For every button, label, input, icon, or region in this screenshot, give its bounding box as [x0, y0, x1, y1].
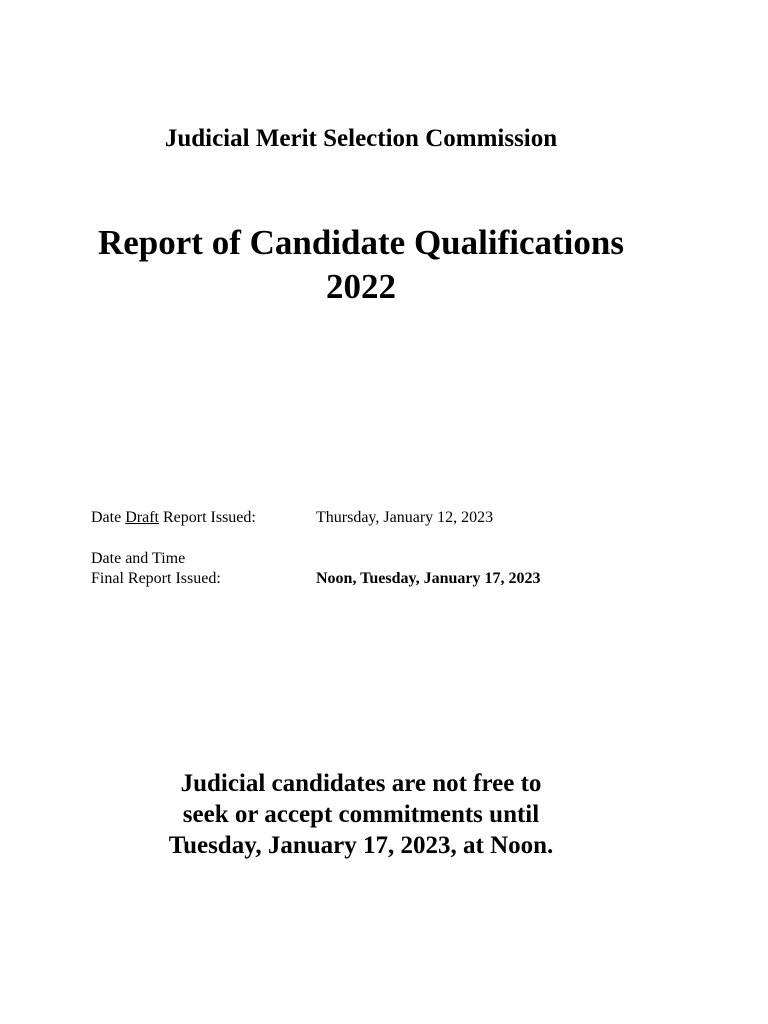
- draft-label-prefix: Date: [91, 509, 126, 526]
- notice-line: Judicial candidates are not free to: [180, 770, 542, 797]
- draft-date-value: Thursday, January 12, 2023: [316, 509, 494, 526]
- commission-heading: Judicial Merit Selection Commission: [164, 125, 558, 152]
- draft-label-suffix: Report Issued:: [158, 509, 256, 526]
- draft-label-underlined: Draft: [125, 509, 159, 526]
- commitment-notice: [0, 768, 722, 861]
- report-title: [0, 221, 722, 309]
- final-date-label-line2: Final Report Issued:: [91, 570, 221, 587]
- final-date-value: Noon, Tuesday, January 17, 2023: [316, 570, 541, 587]
- report-title-line: Report of Candidate Qualifications: [98, 223, 624, 262]
- report-year: 2022: [326, 267, 396, 306]
- draft-date-label: [91, 508, 256, 528]
- final-date-label-line1: Date and Time: [91, 550, 186, 567]
- notice-line: seek or accept commitments until: [182, 801, 540, 828]
- notice-line: Tuesday, January 17, 2023, at Noon.: [168, 832, 554, 859]
